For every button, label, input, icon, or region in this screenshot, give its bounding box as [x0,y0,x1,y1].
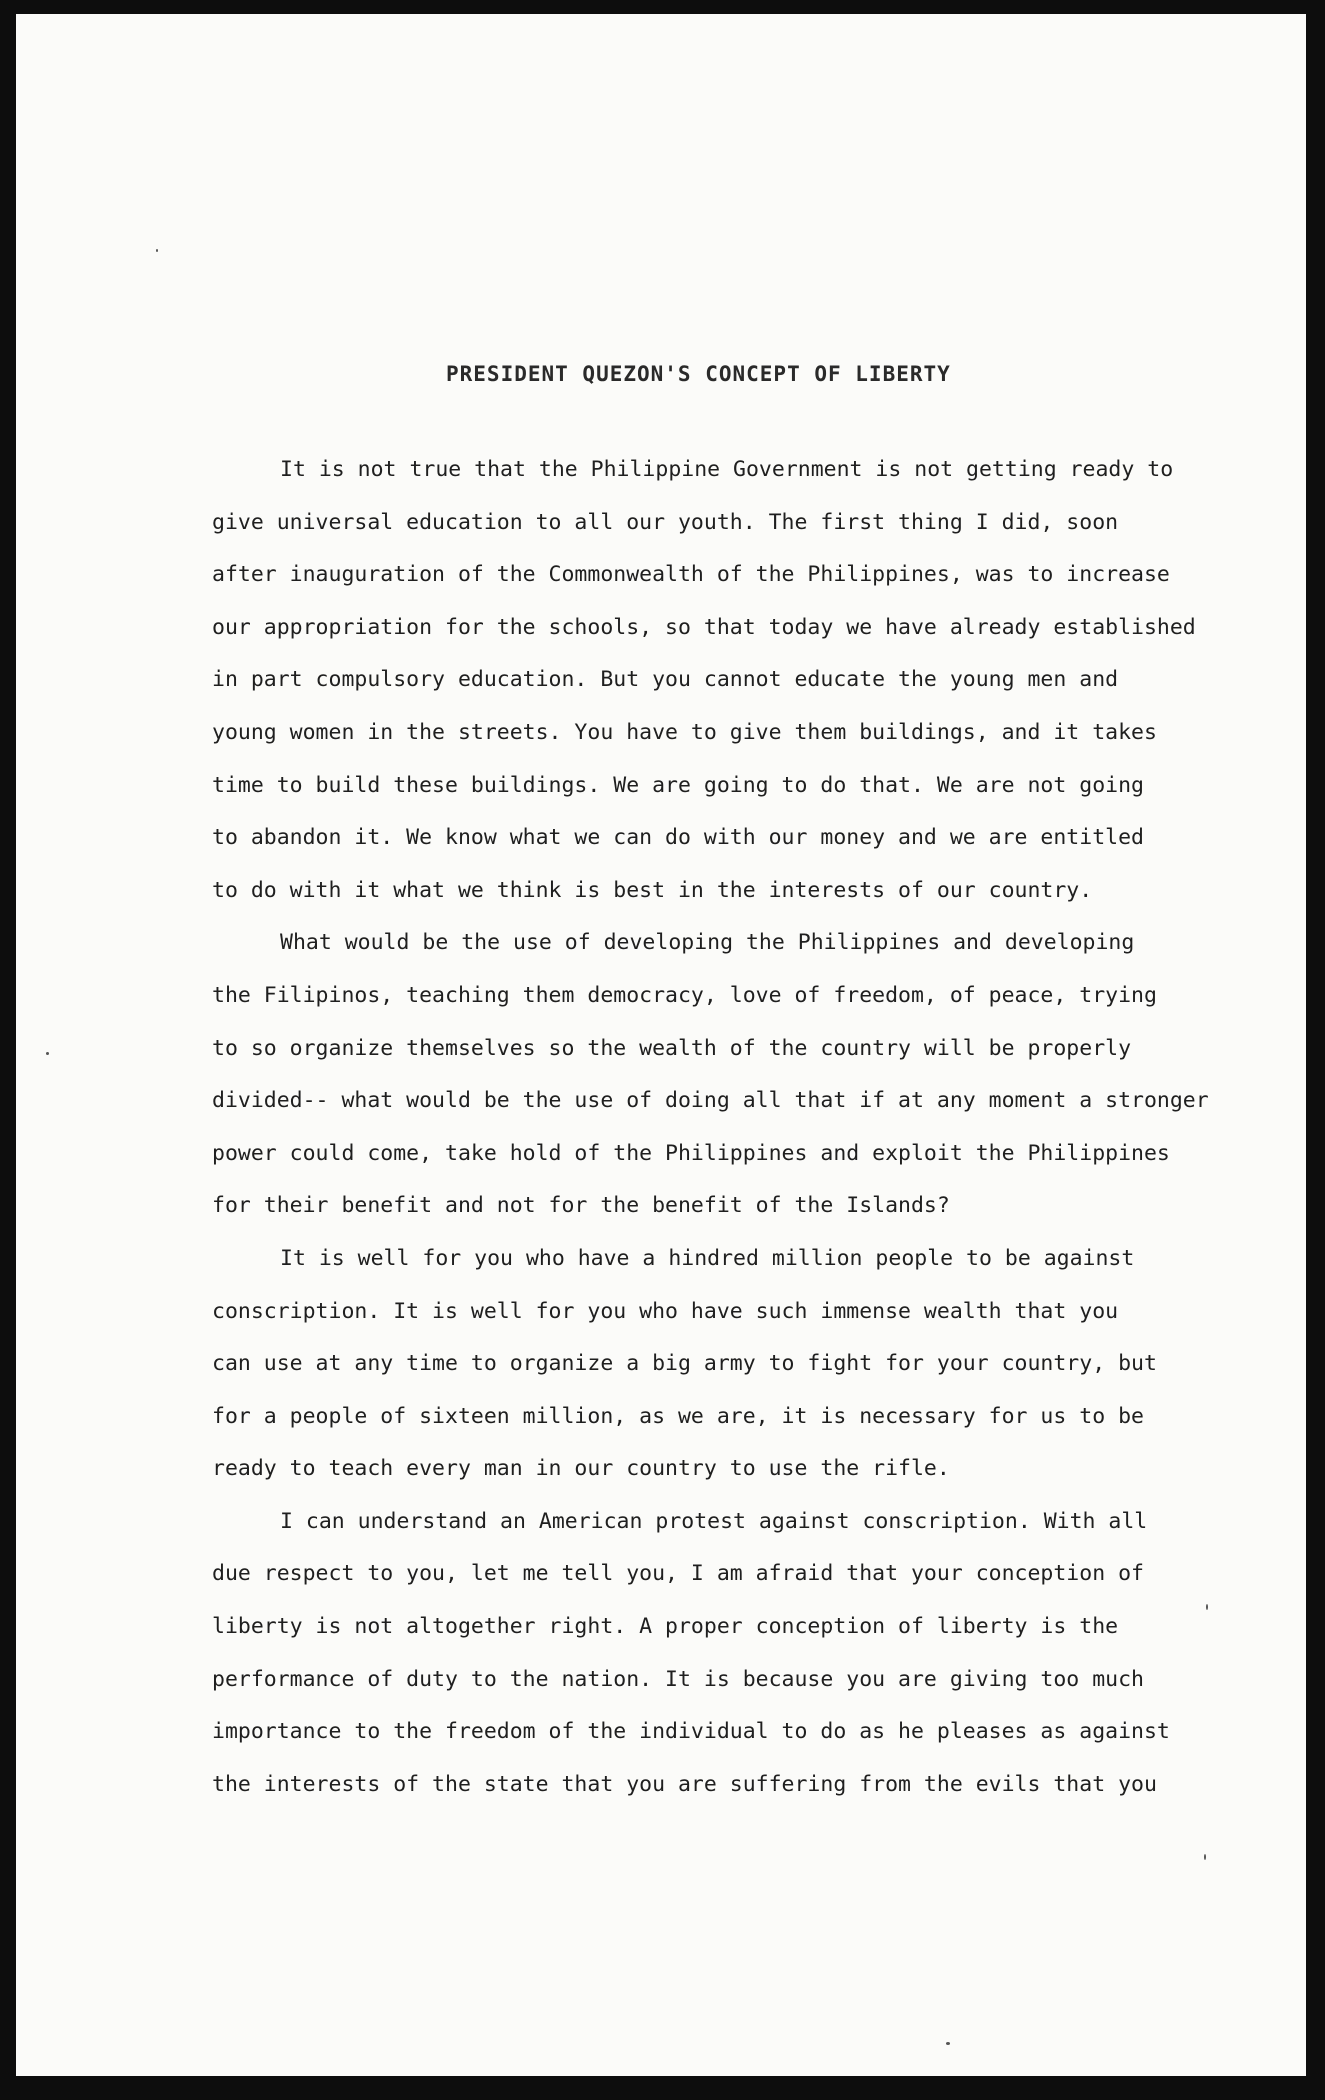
text-line: time to build these buildings. We are going to do that. We are not going [212,772,1144,798]
text-line: our appropriation for the schools, so that today we have already established [212,614,1196,640]
scan-speck [156,249,158,252]
text-line: after inauguration of the Commonwealth of the Philippines, was to increase [212,562,1170,588]
text-line: the Filipinos, teaching them democracy, love of freedom, of peace, trying [212,982,1157,1008]
text-line: can use at any time to organize a big army to fight for your country, but [212,1351,1157,1377]
text-line: in part compulsory education. But you cannot educate the young men and [212,667,1119,693]
text-line: performance of duty to the nation. It is because you are giving too much [212,1666,1144,1692]
text-line: for a people of sixteen million, as we are, it is necessary for us to be [212,1403,1144,1429]
document-page [16,14,1306,2076]
scan-speck [946,2042,950,2045]
text-line: to do with it what we think is best in the interests of our country. [212,877,1093,903]
text-line: to abandon it. We know what we can do with our money and we are entitled [212,825,1144,851]
scan-speck [1206,1604,1208,1610]
document-title: PRESIDENT QUEZON'S CONCEPT OF LIBERTY [446,362,951,386]
text-line: the interests of the state that you are suffering from the evils that you [212,1771,1157,1797]
text-line: It is not true that the Philippine Government is not getting ready to [280,457,1174,482]
text-line: What would be the use of developing the Philippines and developing [280,930,1135,956]
text-line: young women in the streets. You have to give them buildings, and it takes [212,719,1157,745]
scan-speck [46,1052,49,1055]
text-line: for their benefit and not for the benefit of the Islands? [212,1193,950,1219]
scan-speck [1204,1854,1206,1860]
text-line: It is well for you who have a hindred million people to be against [280,1245,1135,1271]
document-body [212,444,1262,1811]
text-line: divided-- what would be the use of doing all that if at any moment a stronger [212,1088,1209,1114]
text-line: importance to the freedom of the individual to do as he pleases as against [212,1719,1170,1745]
text-line: liberty is not altogether right. A proper conception of liberty is the [212,1614,1119,1640]
text-line: conscription. It is well for you who have such immense wealth that you [212,1298,1119,1324]
text-line: ready to teach every man in our country to use the rifle. [212,1456,950,1482]
text-line: power could come, take hold of the Philippines and exploit the Philippines [212,1140,1170,1166]
text-line: to so organize themselves so the wealth of the country will be properly [212,1035,1132,1061]
text-line: I can understand an American protest against conscription. With all [280,1508,1148,1534]
text-line: due respect to you, let me tell you, I am afraid that your conception of [212,1561,1144,1587]
text-line: give universal education to all our youth. The first thing I did, soon [212,509,1119,535]
